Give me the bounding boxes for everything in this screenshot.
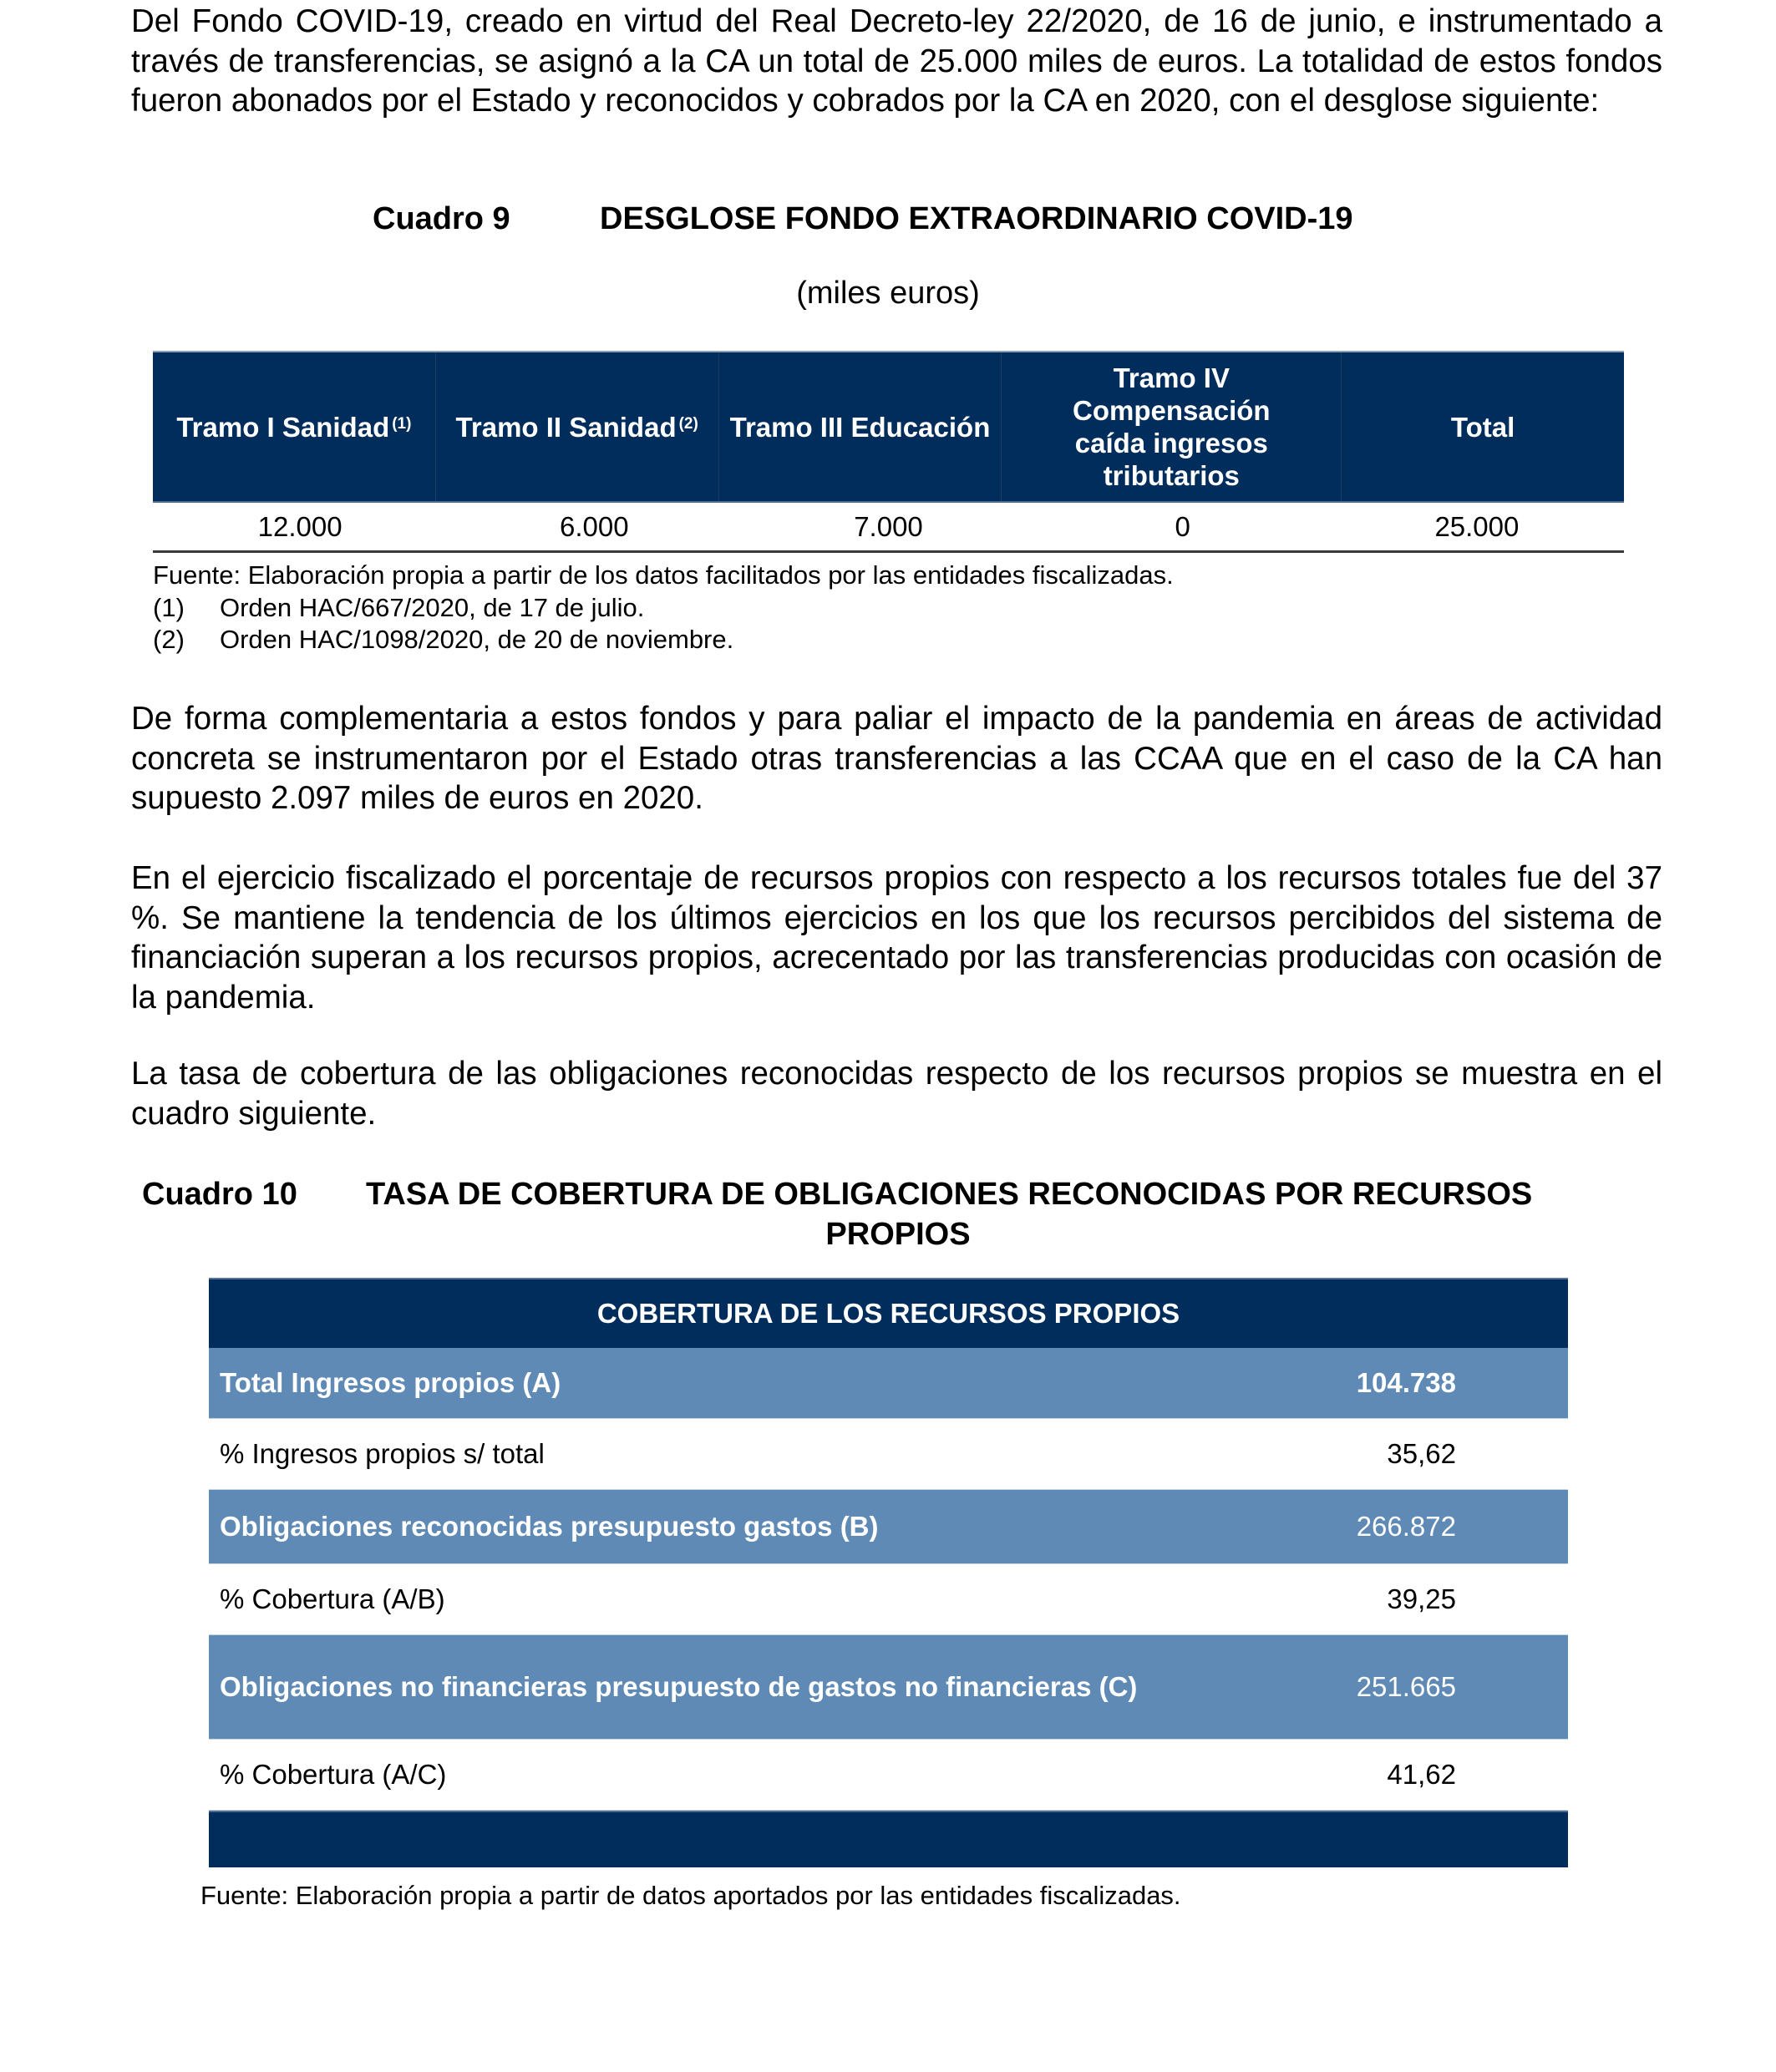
coverage-table — [209, 1278, 1568, 1867]
coverage-table-footer — [209, 1811, 1568, 1867]
footnote-ref-2: (2) — [678, 414, 698, 433]
cuadro-10-title-line2: PROPIOS — [825, 1217, 971, 1252]
header-tramo-iv: Tramo IV Compensación caída ingresos tributarios — [1002, 352, 1342, 501]
table-row — [209, 1418, 1568, 1490]
row-label: Total Ingresos propios (A) — [220, 1367, 561, 1398]
row-label: % Cobertura (A/B) — [220, 1583, 445, 1614]
row-value: 104.738 — [1356, 1367, 1456, 1398]
complementary-paragraph: De forma complementaria a estos fondos y para paliar el impacto de la pandemia en áreas de actividad concreta se instrumentaron por el Estado otras transferencias a las CCAA que en el caso de la CA han supuesto 2.097 miles de euros en 2020. — [131, 701, 1662, 816]
row-label: Obligaciones no financieras presupuesto de gastos no financieras (C) — [220, 1671, 1138, 1702]
covid-fund-table-header — [153, 351, 1624, 501]
table-row — [209, 1490, 1568, 1563]
table-row — [209, 1563, 1568, 1635]
value-total: 25.000 — [1434, 510, 1520, 542]
table-row — [209, 1635, 1568, 1739]
header-tramo-iii: Tramo III Educación — [719, 352, 1002, 501]
row-label: % Ingresos propios s/ total — [220, 1438, 545, 1469]
cuadro-9-number: Cuadro 9 — [373, 201, 510, 236]
row-label: % Cobertura (A/C) — [220, 1759, 447, 1790]
row-value: 41,62 — [1387, 1759, 1456, 1790]
value-tramo-i: 12.000 — [257, 510, 343, 542]
row-value: 35,62 — [1387, 1438, 1456, 1469]
table-row — [209, 1348, 1568, 1418]
footnote-ref-1: (1) — [392, 414, 412, 433]
cuadro-10-title-line1: TASA DE COBERTURA DE OBLIGACIONES RECONOCIDAS POR RECURSOS — [366, 1177, 1533, 1212]
cuadro-10-source: Fuente: Elaboración propia a partir de datos aportados por las entidades fiscalizadas. — [200, 1881, 1181, 1910]
intro-paragraph: Del Fondo COVID-19, creado en virtud del Real Decreto-ley 22/2020, de 16 de junio, e instrumentado a través de transferencias, se asignó a la CA un total de 25.000 miles de euros. La totalidad de estos fondos fueron abonados por el Estado y reconocidos y cobrados por la CA en 2020, con el desglose siguiente: — [131, 3, 1662, 119]
cuadro-9-source: Fuente: Elaboración propia a partir de los datos facilitados por las entidades fiscalizadas. — [153, 560, 1174, 590]
footnote-1: (1) Orden HAC/667/2020, de 17 de julio. — [153, 592, 645, 622]
row-value: 39,25 — [1387, 1583, 1456, 1614]
coverage-table-header: COBERTURA DE LOS RECURSOS PROPIOS — [209, 1278, 1568, 1348]
coverage-intro-paragraph: La tasa de cobertura de las obligaciones reconocidas respecto de los recursos propios se muestra en el cuadro siguiente. — [131, 1056, 1662, 1132]
footnote-2: (2) Orden HAC/1098/2020, de 20 de noviembre. — [153, 625, 734, 654]
cuadro-10-number: Cuadro 10 — [142, 1177, 297, 1212]
table-row — [153, 501, 1624, 553]
value-tramo-iv: 0 — [1175, 510, 1190, 542]
header-tramo-ii: Tramo II Sanidad $^{(2)}$ — [436, 352, 719, 501]
cuadro-9-notes — [153, 560, 1174, 656]
value-tramo-iii: 7.000 — [854, 510, 923, 542]
cuadro-9-title: DESGLOSE FONDO EXTRAORDINARIO COVID-19 — [600, 201, 1353, 236]
header-total: Total — [1450, 411, 1515, 443]
value-tramo-ii: 6.000 — [560, 510, 629, 542]
header-tramo-i: Tramo I Sanidad $^{(1)}$ — [153, 352, 436, 501]
table-row — [209, 1739, 1568, 1811]
cuadro-9-units: (miles euros) — [796, 276, 980, 311]
row-value: 251.665 — [1356, 1671, 1456, 1702]
row-label: Obligaciones reconocidas presupuesto gastos (B) — [220, 1511, 879, 1542]
own-resources-paragraph: En el ejercicio fiscalizado el porcentaje de recursos propios con respecto a los recursos totales fue del 37 %. Se mantiene la tendencia de los últimos ejercicios en los que los recursos percibidos del sistema de financiación superan a los recursos propios, acrecentado por las transferencias producidas con ocasión de la pandemia. — [131, 860, 1662, 1016]
row-value: 266.872 — [1356, 1511, 1456, 1542]
covid-fund-table — [153, 351, 1624, 553]
